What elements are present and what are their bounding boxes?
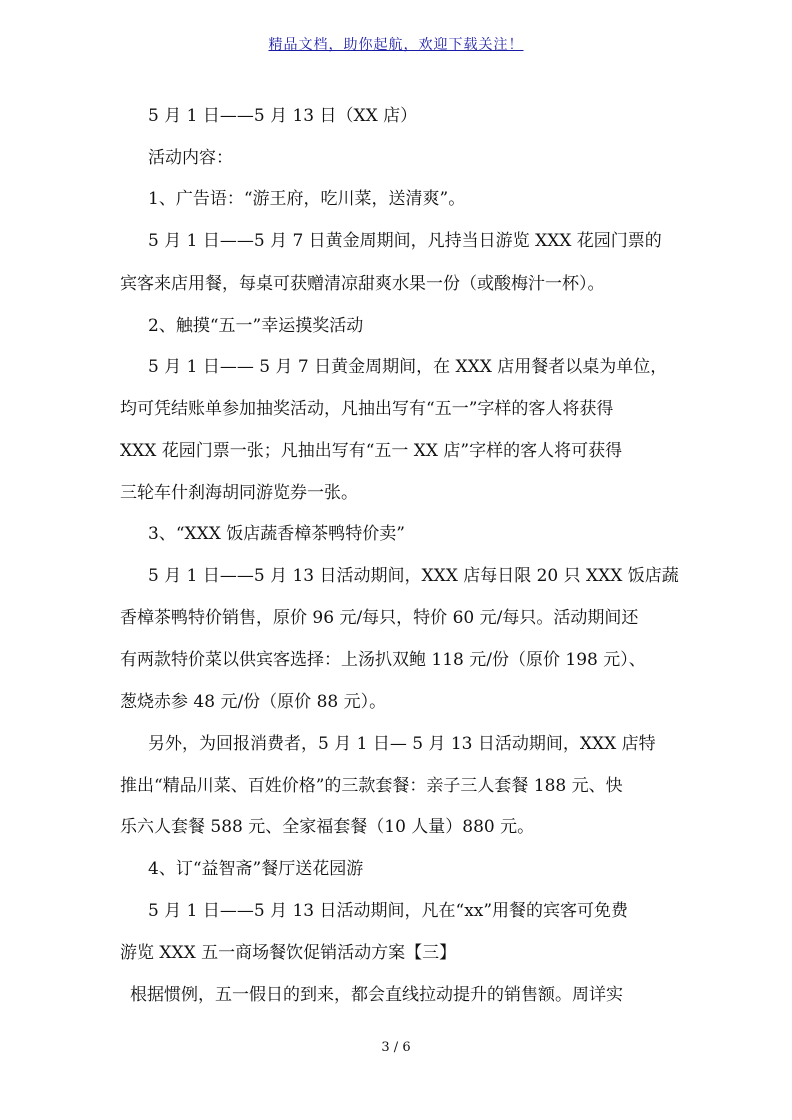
text-line: 4、订“益智斋”餐厅送花园游 bbox=[148, 859, 364, 879]
text-line: 活动内容： bbox=[148, 148, 233, 168]
text-line: 5 月 1 日——5 月 13 日（XX 店） bbox=[148, 106, 418, 126]
text-line: 5 月 1 日——5 月 13 日活动期间，XXX 店每日限 20 只 XXX 饭店蔬 bbox=[148, 566, 679, 586]
text-line: 有两款特价菜以供宾客选择：上汤扒双鲍 118 元/份（原价 198 元）、 bbox=[120, 650, 646, 670]
text-line: 三轮车什刹海胡同游览券一张。 bbox=[120, 483, 358, 503]
text-line: 宾客来店用餐，每桌可获赠清凉甜爽水果一份（或酸梅汁一杯）。 bbox=[120, 274, 605, 294]
text-line: 5 月 1 日—— 5 月 7 日黄金周期间，在 XXX 店用餐者以桌为单位， bbox=[148, 357, 668, 377]
text-line: 游览 XXX 五一商场餐饮促销活动方案【三】 bbox=[120, 943, 457, 963]
text-line: 推出“精品川菜、百姓价格”的三款套餐：亲子三人套餐 188 元、快 bbox=[120, 776, 623, 796]
text-line: 2、触摸“五一”幸运摸奖活动 bbox=[148, 316, 364, 336]
text-line: 乐六人套餐 588 元、全家福套餐（10 人量）880 元。 bbox=[120, 817, 535, 837]
text-line: 葱烧赤参 48 元/份（原价 88 元）。 bbox=[120, 692, 387, 712]
text-line: 香樟茶鸭特价销售，原价 96 元/每只，特价 60 元/每只。活动期间还 bbox=[120, 608, 639, 628]
text-line: 1、广告语：“游王府，吃川菜，送清爽”。 bbox=[148, 189, 466, 209]
text-line: 均可凭结账单参加抽奖活动，凡抽出写有“五一”字样的客人将获得 bbox=[120, 399, 614, 419]
page-header: 精品文档，助你起航，欢迎下载关注！ bbox=[268, 37, 524, 53]
text-line: 5 月 1 日——5 月 7 日黄金周期间，凡持当日游览 XXX 花园门票的 bbox=[148, 231, 662, 251]
page-number: 3 / 6 bbox=[381, 1040, 411, 1055]
text-line: 根据惯例，五一假日的到来，都会直线拉动提升的销售额。周详实 bbox=[130, 985, 623, 1005]
text-line: XXX 花园门票一张；凡抽出写有“五一 XX 店”字样的客人将可获得 bbox=[120, 441, 623, 461]
text-line: 3、“XXX 饭店蔬香樟茶鸭特价卖” bbox=[148, 524, 405, 544]
text-line: 5 月 1 日——5 月 13 日活动期间，凡在“xx”用餐的宾客可免费 bbox=[148, 901, 629, 921]
text-line: 另外，为回报消费者，5 月 1 日— 5 月 13 日活动期间，XXX 店特 bbox=[148, 734, 656, 754]
